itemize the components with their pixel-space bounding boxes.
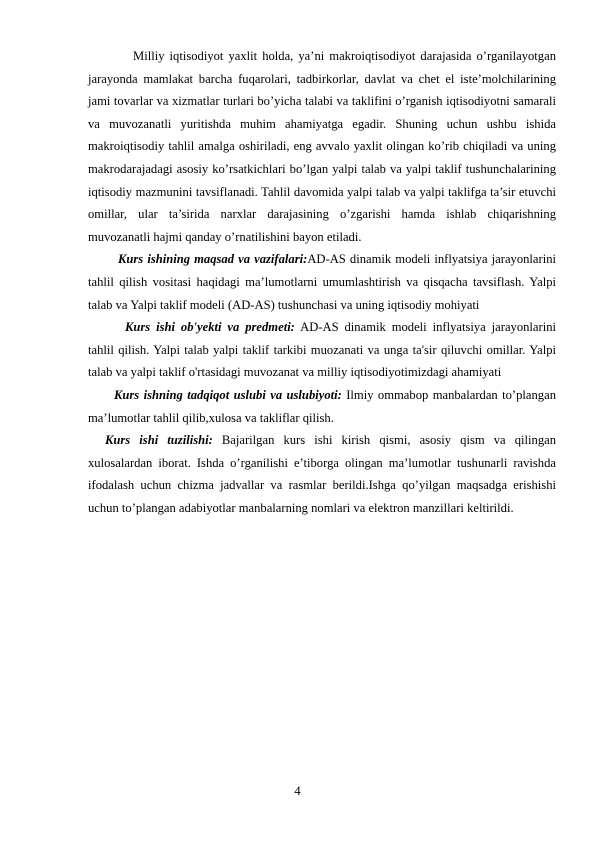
- structure-heading: Kurs ishi tuzilishi:: [105, 433, 213, 448]
- goals-paragraph: [88, 248, 556, 316]
- method-text: Ilmiy ommabop manbalardan to’plangan ma’lumotlar tahlil qilib,xulosa va takliflar qilish.: [88, 387, 556, 425]
- object-text: AD-AS dinamik modeli inflyatsiya jarayonlarini tahlil qilish. Yalpi talab yalpi taklif tarkibi muozanati va unga ta'sir qiluvchi omillar. Yalpi talab va yalpi taklif o'rtasidagi muvozanat va milliy iqtisodiyotimizdagi ahamiyati: [88, 320, 556, 380]
- body-text: [88, 45, 556, 519]
- method-paragraph: [88, 384, 556, 429]
- intro-paragraph: [88, 45, 556, 248]
- structure-paragraph: [88, 429, 556, 519]
- object-paragraph: [88, 316, 556, 384]
- goals-text: AD-AS dinamik modeli inflyatsiya jarayonlarini tahlil qilish vositasi haqidagi ma’lumotlarni umumlashtirish va qisqacha tavsiflash. Yalpi talab va Yalpi taklif modeli (AD-AS) tushunchasi va uning iqtisodiy mohiyati: [88, 252, 556, 312]
- method-heading: Kurs ishning tadqiqot uslubi va uslubiyoti:: [114, 387, 342, 402]
- object-heading: Kurs ishi ob'yekti va predmeti:: [125, 320, 295, 335]
- intro-text: Milliy iqtisodiyot yaxlit holda, ya’ni makroiqtisodiyot darajasida o’rganilayotgan jarayonda mamlakat barcha fuqarolari, tadbirkorlar, davlat va chet el iste’molchilarining jami tovarlar va xizmatlar turlari bo’yicha talabi va taklifini o’rganish iqtisodiyotni samarali va muvozanatli yuritishda muhim ahamiyatga egadir. Shuning uchun ushbu ishida makroiqtisodiy tahlil amalga oshiriladi, eng avvalo yaxlit olingan ko’rib chiqiladi va uning makrodarajadagi asosiy ko’rsatkichlari bo’lgan yalpi talab va yalpi taklif tushunchalarining iqtisodiy mazmunini tavsiflanadi. Tahlil davomida yalpi talab va yalpi taklifga ta’sir etuvchi omillar, ular ta’sirida narxlar darajasining o’zgarishi hamda ishlab chiqarishning muvozanatli hajmi qanday o’rnatilishini bayon etiladi.: [88, 49, 556, 244]
- page-number: 4: [294, 784, 301, 798]
- structure-text: Bajarilgan kurs ishi kirish qismi, asosiy qism va qilingan xulosalardan iborat. Ishda o’rganilishi e’tiborga olingan ma’lumotlar tushunarli ravishda ifodalash uchun chizma jadvallar va rasmlar berildi.Ishga qo’yilgan maqsadga erishishi uchun to’plangan adabiyotlar manbalarning nomlari va elektron manzillari keltirildi.: [88, 433, 557, 515]
- goals-heading: Kurs ishining maqsad va vazifalari:: [118, 252, 308, 267]
